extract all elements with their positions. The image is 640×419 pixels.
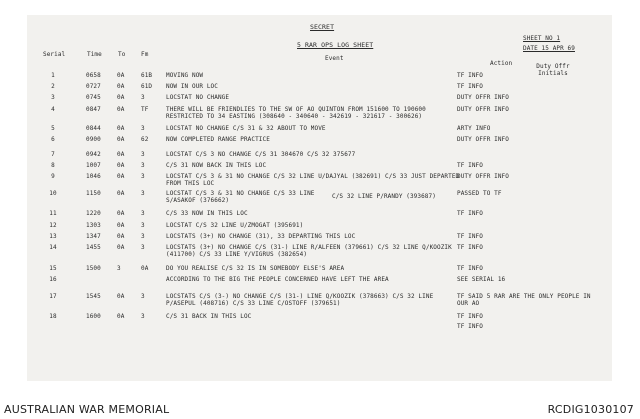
row-time: 0727 [86, 83, 101, 90]
row-event: LOCSTAT NO CHANGE C/S 31 & 32 ABOUT TO MOVE [166, 125, 326, 132]
row-from: 3 [141, 190, 145, 197]
row-time: 0844 [86, 125, 101, 132]
row-action: TF INFO [457, 162, 483, 169]
column-header-serial: Serial [43, 51, 66, 58]
row-to: 0A [117, 151, 125, 158]
row-event: C/S 31 NOW BACK IN THIS LOC [166, 162, 267, 169]
row-time: 1455 [86, 244, 101, 251]
row-to: 0A [117, 94, 125, 101]
row-event: LOCSTATS C/S (3-) NO CHANGE C/S (31-) LINE Q/KOOZIK (378663) C/S 32 LINE P/ASEPUL (408716) C/S 33 LINE C/OSTOFF (379651) [166, 293, 434, 307]
row-to: 0A [117, 293, 125, 300]
row-serial: 3 [51, 94, 55, 101]
row-serial: 9 [51, 173, 55, 180]
row-from: 3 [141, 94, 145, 101]
row-serial: 5 [51, 125, 55, 132]
row-time: 1007 [86, 162, 101, 169]
row-serial: 13 [49, 233, 57, 240]
sheet-date: DATE 15 APR 69 [523, 45, 575, 52]
row-serial: 10 [49, 190, 57, 197]
row-to: 0A [117, 125, 125, 132]
archive-reference: RCDIG1030107 [547, 403, 634, 416]
row-event: ACCORDING TO THE BIG THE PEOPLE CONCERNED HAVE LEFT THE AREA [166, 276, 389, 283]
row-time: 0745 [86, 94, 101, 101]
row-time: 1303 [86, 222, 101, 229]
row-from: 0A [141, 265, 149, 272]
row-action: DUTY OFFR INFO [457, 173, 509, 180]
row-to: 0A [117, 173, 125, 180]
row-event: LOCSTATS (3+) NO CHANGE (31), 33 DEPARTING THIS LOC [166, 233, 356, 240]
log-sheet [27, 15, 612, 381]
column-header-to: To [118, 51, 126, 58]
row-action: ARTY INFO [457, 125, 491, 132]
column-header-duty-offr-initials: Duty Offr Initials [536, 63, 570, 77]
row-to: 0A [117, 244, 125, 251]
row-to: 0A [117, 222, 125, 229]
archive-footer [0, 396, 640, 419]
row-to: 0A [117, 313, 125, 320]
row-event: LOCSTATS (3+) NO CHANGE C/S (31-) LINE R/ALFEEN (379661) C/S 32 LINE Q/KOOZIK (411700) C/S 33 LINE Y/VIGRUS (382654) [166, 244, 452, 258]
row-action: TF SAID 5 RAR ARE THE ONLY PEOPLE IN OUR AO [457, 293, 591, 307]
row-time: 1150 [86, 190, 101, 197]
row-action: TF INFO [457, 210, 483, 217]
row-event: MOVING NOW [166, 72, 204, 79]
row-action: DUTY OFFR INFO [457, 136, 509, 143]
row-action: TF INFO [457, 83, 483, 90]
row-action: PASSED TO TF [457, 190, 502, 197]
row-time: 0942 [86, 151, 101, 158]
row-action: TF INFO [457, 72, 483, 79]
column-header-event: Event [325, 55, 344, 62]
row-serial: 18 [49, 313, 57, 320]
row-from: 62 [141, 136, 149, 143]
row-to: 3 [117, 265, 121, 272]
row-serial: 15 [49, 265, 57, 272]
row-to: 0A [117, 72, 125, 79]
row-serial: 4 [51, 106, 55, 113]
row-event: LOCSTAT C/S 3 & 31 NO CHANGE C/S 33 LINE S/ASAKOF (376662) [166, 190, 315, 204]
row-action: TF INFO [457, 323, 483, 330]
log-title: 5 RAR OPS LOG SHEET [297, 41, 374, 49]
row-serial: 7 [51, 151, 55, 158]
archive-name: AUSTRALIAN WAR MEMORIAL [4, 403, 170, 416]
row-serial: 16 [49, 276, 57, 283]
row-from: 3 [141, 210, 145, 217]
row-from: 3 [141, 222, 145, 229]
row-action: TF INFO [457, 233, 483, 240]
row-from: 3 [141, 173, 145, 180]
row-time: 1545 [86, 293, 101, 300]
row-serial: 14 [49, 244, 57, 251]
row-action: TF INFO [457, 265, 483, 272]
row-serial: 17 [49, 293, 57, 300]
row-action: DUTY OFFR INFO [457, 106, 509, 113]
row-from: 3 [141, 162, 145, 169]
row-from: TF [141, 106, 149, 113]
row-serial: 6 [51, 136, 55, 143]
row-serial: 11 [49, 210, 57, 217]
row-event: LOCSTAT C/S 32 LINE U/ZMOGAT (395691) [166, 222, 304, 229]
row-serial: 2 [51, 83, 55, 90]
row-from: 3 [141, 233, 145, 240]
row-from: 3 [141, 151, 145, 158]
row-action: TF INFO [457, 313, 483, 320]
row-event: C/S 31 BACK IN THIS LOC [166, 313, 252, 320]
row-to: 0A [117, 190, 125, 197]
row-from: 61B [141, 72, 153, 79]
row-from: 3 [141, 244, 145, 251]
row-to: 0A [117, 106, 125, 113]
classification-heading: SECRET [310, 23, 335, 31]
row-time: 1347 [86, 233, 101, 240]
row-time: 0658 [86, 72, 101, 79]
row-from: 3 [141, 125, 145, 132]
row-time: 0900 [86, 136, 101, 143]
row-serial: 1 [51, 72, 55, 79]
row-action: TF INFO [457, 244, 483, 251]
row-to: 0A [117, 233, 125, 240]
column-header-time: Time [87, 51, 102, 58]
row-time: 0847 [86, 106, 101, 113]
row-to: 0A [117, 83, 125, 90]
row-event-continuation: C/S 32 LINE P/RANDY (393687) [332, 193, 436, 200]
sheet-number: SHEET NO 1 [523, 35, 561, 42]
row-from: 3 [141, 313, 145, 320]
column-header-from: Fm [141, 51, 149, 58]
row-event: NOW COMPLETED RANGE PRACTICE [166, 136, 270, 143]
row-from: 61D [141, 83, 153, 90]
row-event: LOCSTAT NO CHANGE [166, 94, 230, 101]
row-action: SEE SERIAL 16 [457, 276, 506, 283]
row-to: 0A [117, 136, 125, 143]
column-header-action: Action [490, 60, 513, 67]
row-to: 0A [117, 210, 125, 217]
row-event: LOCSTAT C/S 3 & 31 NO CHANGE C/S 32 LINE U/DAJYAL (382691) C/S 33 JUST DEPARTED FROM THIS LOC [166, 173, 460, 187]
row-time: 1220 [86, 210, 101, 217]
row-to: 0A [117, 162, 125, 169]
row-serial: 12 [49, 222, 57, 229]
row-time: 1046 [86, 173, 101, 180]
row-time: 1500 [86, 265, 101, 272]
row-event: THERE WILL BE FRIENDLIES TO THE SW OF AO QUINTON FROM 151600 TO 190600 RESTRICTED TO 34 EASTING (308640 - 340640 - 342619 - 321617 - 300626) [166, 106, 426, 120]
row-time: 1600 [86, 313, 101, 320]
row-serial: 8 [51, 162, 55, 169]
row-event: NOW IN OUR LOC [166, 83, 218, 90]
row-from: 3 [141, 293, 145, 300]
row-event: DO YOU REALISE C/S 32 IS IN SOMEBODY ELSE'S AREA [166, 265, 345, 272]
row-event: LOCSTAT C/S 3 NO CHANGE C/S 31 304670 C/S 32 375677 [166, 151, 356, 158]
row-action: DUTY OFFR INFO [457, 94, 509, 101]
row-event: C/S 33 NOW IN THIS LOC [166, 210, 248, 217]
